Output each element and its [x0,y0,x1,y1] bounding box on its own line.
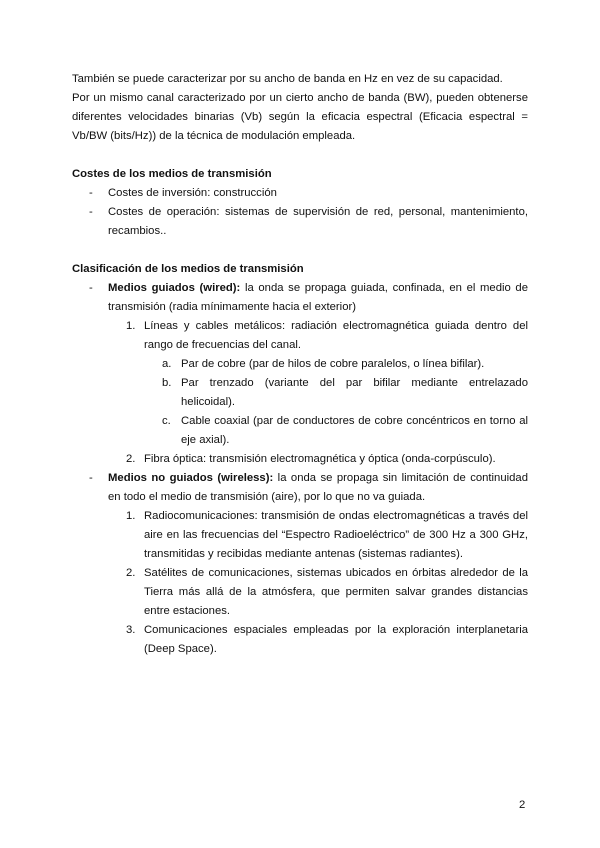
list-item [72,621,528,659]
clasificacion-list-2 [72,469,528,507]
no-guiados-text: la onda se propaga sin limitación de continuidad en todo el medio de transmisión (aire), por lo que no va guiada. [108,472,528,503]
list-item-text: Radiocomunicaciones: transmisión de ondas electromagnéticas a través del aire en las frecuencias del “Espectro Radioeléctrico” de 300 Hz a 300 GHz, transmitidas y recibidas mediante antenas (sistemas radiantes). [144,510,528,560]
list-item-text: Fibra óptica: transmisión electromagnética y óptica (onda-corpúsculo). [144,453,496,465]
list-marker: 2. [126,567,136,579]
guiados-sublist-2 [72,450,528,469]
clasificacion-list [72,279,528,317]
costes-section [72,165,528,241]
list-marker: 1. [126,510,136,522]
dash-bullet: - [89,282,93,294]
list-marker: b. [162,377,172,389]
list-item [72,317,528,355]
document-page [72,70,528,678]
cable-types-list [72,355,528,450]
list-item [72,507,528,564]
list-item-text: Par trenzado (variante del par bifilar mediante entrelazado helicoidal). [181,377,528,408]
list-item [72,355,528,374]
guiados-sublist [72,317,528,355]
list-item [72,564,528,621]
list-item [72,203,528,241]
page-number: 2 [519,799,526,811]
list-item-text: Costes de inversión: construcción [108,187,277,199]
list-item-text: Líneas y cables metálicos: radiación electromagnética guiada dentro del rango de frecuencias del canal. [144,320,528,351]
no-guiados-label: Medios no guiados (wireless): [108,472,274,484]
costes-list [72,184,528,241]
dash-bullet: - [89,187,93,199]
list-item [72,450,528,469]
list-marker: 1. [126,320,136,332]
clasificacion-section [72,260,528,659]
list-marker: 2. [126,453,136,465]
no-guiados-sublist [72,507,528,659]
dash-bullet: - [89,472,93,484]
intro-section [72,70,528,146]
intro-paragraph-1: También se puede caracterizar por su ancho de banda en Hz en vez de su capacidad. [72,73,503,85]
list-item-text: Cable coaxial (par de conductores de cobre concéntricos en torno al eje axial). [181,415,528,446]
no-guiados-item [72,469,528,507]
intro-paragraph-2: Por un mismo canal caracterizado por un cierto ancho de banda (BW), pueden obtenerse diferentes velocidades binarias (Vb) según la eficacia espectral (Eficacia espectral = Vb/BW (bits/Hz)) de la técnica de modulación empleada. [72,92,528,142]
list-item-text: Costes de operación: sistemas de supervisión de red, personal, mantenimiento, recambios.. [108,206,528,237]
list-marker: c. [162,415,171,427]
list-marker: 3. [126,624,136,636]
list-item-text: Par de cobre (par de hilos de cobre paralelos, o línea bifilar). [181,358,485,370]
guiados-item [72,279,528,317]
list-item [72,374,528,412]
dash-bullet: - [89,206,93,218]
list-item [72,412,528,450]
list-item-text: Satélites de comunicaciones, sistemas ubicados en órbitas alrededor de la Tierra más allá de la atmósfera, que permiten salvar grandes distancias entre estaciones. [144,567,528,617]
list-item [72,184,528,203]
clasificacion-heading: Clasificación de los medios de transmisión [72,263,304,275]
list-marker: a. [162,358,172,370]
costes-heading: Costes de los medios de transmisión [72,168,272,180]
guiados-text: la onda se propaga guiada, confinada, en el medio de transmisión (radia mínimamente hacia el exterior) [108,282,528,313]
guiados-label: Medios guiados (wired): [108,282,241,294]
list-item-text: Comunicaciones espaciales empleadas por la exploración interplanetaria (Deep Space). [144,624,528,655]
